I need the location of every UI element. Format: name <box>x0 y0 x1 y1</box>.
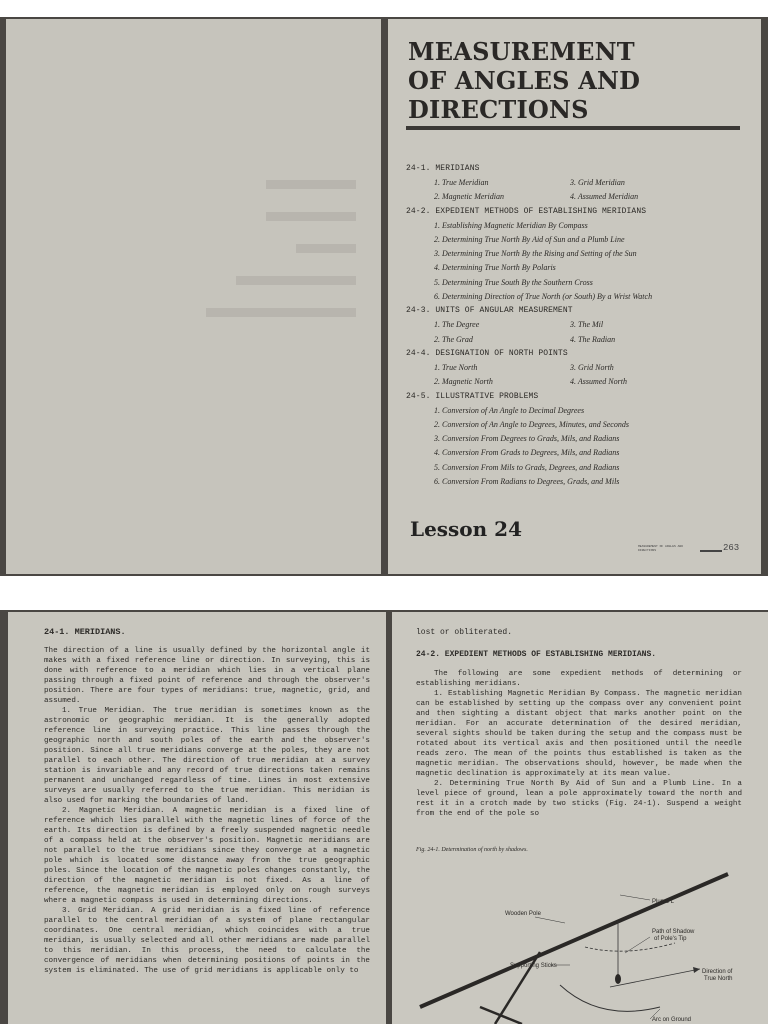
lesson-label: Lesson 24 <box>410 517 522 541</box>
toc-item: 1. Conversion of An Angle to Decimal Degrees <box>434 405 585 415</box>
toc-item: 6. Determining Direction of True North (or South) By a Wrist Watch <box>434 292 653 302</box>
section-body <box>416 669 742 819</box>
chapter-title-line: DIRECTIONS <box>408 95 589 124</box>
toc-section-heading: 24-1. MERIDIANS <box>406 164 480 173</box>
arc-label: Arc on Ground <box>652 1017 692 1023</box>
toc-item-group <box>434 219 746 305</box>
toc-section-heading: 24-4. DESIGNATION OF NORTH POINTS <box>406 348 568 358</box>
lesson-title-page <box>388 19 761 574</box>
shadow-label-line: Path of Shadow <box>652 929 695 935</box>
pole-label: Wooden Pole <box>505 911 541 917</box>
toc-item: 3. Grid North <box>570 362 614 372</box>
toc-item: 1. Establishing Magnetic Meridian By Compass <box>434 220 588 230</box>
title-rule <box>406 126 740 130</box>
toc-item: 4. Assumed Meridian <box>570 192 639 202</box>
page-number: 263 <box>723 543 740 553</box>
body-paragraph: 2. Determining True North By Aid of Sun and a Plumb Line. In a level piece of ground, lean a pole approximately toward the north and rest it in a crotch made by two sticks (Fig. 24-1). Suspend a weight from the end of the pole so <box>416 780 742 818</box>
toc-item: 2. Determining True North By Aid of Sun and a Plumb Line <box>434 234 625 244</box>
toc-section-heading: 24-2. EXPEDIENT METHODS OF ESTABLISHING MERIDIANS <box>406 206 647 216</box>
toc-item: 2. Magnetic North <box>434 377 493 387</box>
toc-item: 2. Conversion of An Angle to Degrees, Minutes, and Seconds <box>434 419 629 429</box>
toc-item: 4. Assumed North <box>570 377 627 387</box>
direction-arrowhead <box>693 967 700 973</box>
running-footer: MEASUREMENT OF ANGLES AND DIRECTIONS <box>638 545 684 552</box>
section-body <box>44 646 370 976</box>
plumb-label: Plumb L <box>652 899 675 905</box>
blank-left-page <box>6 19 381 574</box>
body-paragraph: 3. Grid Meridian. A grid meridian is a fixed line of reference parallel to the central meridian of a system of plane rectangular coordinates. One central meridian, which coincides with a true meridian, is usually selected and all other meridians are made parallel to this meridian. In this process, the need to calculate the convergence of meridians when determining positions of points in the system is eliminated. The use of grid meridians is applicable only to <box>44 907 370 975</box>
body-paragraph: 2. Magnetic Meridian. A magnetic meridian is a fixed line of reference which lies parallel with the magnetic lines of force of the earth. Its direction is defined by a freely suspended magnetic needle of a compass held at the observer's position. Magnetic meridians are not parallel to the true meridians since they converge at a magnetic pole which is located some distance away from the true geographic poles. Since the location of the magnetic poles changes constantly, the direction of the magnetic meridian is not fixed. As a line of reference, the magnetic meridian is employed only on rough surveys where a magnetic compass is used in determining directions. <box>44 807 370 905</box>
footer-bar <box>700 550 722 552</box>
body-paragraph: 1. Establishing Magnetic Meridian By Compass. The magnetic meridian can be established by setting up the compass over any convenient point and then sighting a distant object that marks another point on the meridian. For an accurate determination of the desired meridian, several sights should be taken during the setup and the compass must be rotated about its vertical axis and then positioned until the needle reads zero. The mean of the points thus established is taken as the magnetic meridian. The observations should, however, be made when the magnetic declination is approximately at its mean value. <box>416 690 742 778</box>
toc-item-group <box>434 176 746 205</box>
toc-item: 2. Magnetic Meridian <box>434 192 504 202</box>
toc-item: 5. Conversion From Mils to Grads, Degrees, and Radians <box>434 462 620 472</box>
toc-item: 4. Determining True North By Polaris <box>434 263 556 273</box>
shadow-method-figure <box>410 857 760 1024</box>
chapter-title-line: MEASUREMENT <box>408 37 635 66</box>
plumb-weight <box>615 974 621 984</box>
toc-item: 2. The Grad <box>434 334 473 344</box>
toc-item-group <box>434 361 746 390</box>
supporting-stick <box>480 1007 522 1024</box>
table-of-contents <box>406 162 746 489</box>
body-paragraph: The direction of a line is usually defined by the horizontal angle it makes with a fixed reference line or direction. In surveying, this is done with reference to a meridian which lies in a vertical plane passing through a fixed point of reference and through the observer's position. There are four types of meridians: true, magnetic, grid, and assumed. <box>44 647 370 705</box>
figure-caption: Fig. 24-1. Determination of north by shadows. <box>416 847 528 853</box>
chapter-title-line: OF ANGLES AND <box>408 66 641 95</box>
direction-line <box>610 969 700 987</box>
toc-item: 4. The Radian <box>570 334 616 344</box>
body-paragraph: 1. True Meridian. The true meridian is sometimes known as the astronomic or geographic meridian. It is the generally adopted reference line in surveying practice. This line passes through the geographic north and south poles of the earth and the observer's position. Since all true meridians converge at the poles, they are not parallel to each other. The direction of true meridian at a survey station is invariable and any record of true directions taken remains permanent and unchanged regardless of time. Lines in most extensive surveys are usually referred to the true meridian. This meridian is also used for marking the boundaries of land. <box>44 707 370 805</box>
toc-item: 3. Conversion From Degrees to Grads, Mils, and Radians <box>434 434 620 444</box>
toc-item: 4. Conversion From Grads to Degrees, Mils, and Radians <box>434 448 620 458</box>
toc-item: 6. Conversion From Radians to Degrees, Grads, and Mils <box>434 477 620 487</box>
label-pointer <box>535 917 565 923</box>
shadow-label-line: of Pole's Tip <box>654 936 687 942</box>
toc-section-heading: 24-5. ILLUSTRATIVE PROBLEMS <box>406 391 539 401</box>
ground-arc <box>560 985 660 1011</box>
toc-item: 1. True North <box>434 362 478 372</box>
direction-label-line: Direction of <box>702 969 733 975</box>
toc-item: 3. Grid Meridian <box>570 178 625 187</box>
toc-item: 1. The Degree <box>434 320 480 330</box>
toc-item: 3. Determining True North By the Rising and Setting of the Sun <box>434 249 637 259</box>
section-heading: 24-1. MERIDIANS. <box>44 627 126 637</box>
meridians-text-page <box>8 612 386 1024</box>
chapter-title <box>408 37 748 124</box>
continued-line: lost or obliterated. <box>416 628 513 637</box>
sticks-label: Supporting Sticks <box>510 963 557 969</box>
body-paragraph: The following are some expedient methods of determining or establishing meridians. <box>416 670 742 688</box>
toc-item-group <box>434 318 746 347</box>
toc-section-heading: 24-3. UNITS OF ANGULAR MEASUREMENT <box>406 306 573 316</box>
toc-item: 1. True Meridian <box>434 178 489 187</box>
expedient-methods-page <box>392 612 768 1024</box>
toc-item: 3. The Mil <box>570 320 604 330</box>
toc-item-group <box>434 404 746 490</box>
direction-label-line: True North <box>704 976 733 982</box>
toc-item: 5. Determining True South By the Southern Cross <box>434 277 593 287</box>
label-pointer <box>620 895 650 900</box>
show-through-shadow: ▬▬▬ ▬▬▬ ▬▬ ▬▬▬▬ ▬▬▬▬▬ <box>206 163 356 324</box>
section-heading: 24-2. EXPEDIENT METHODS OF ESTABLISHING MERIDIANS. <box>416 650 657 659</box>
